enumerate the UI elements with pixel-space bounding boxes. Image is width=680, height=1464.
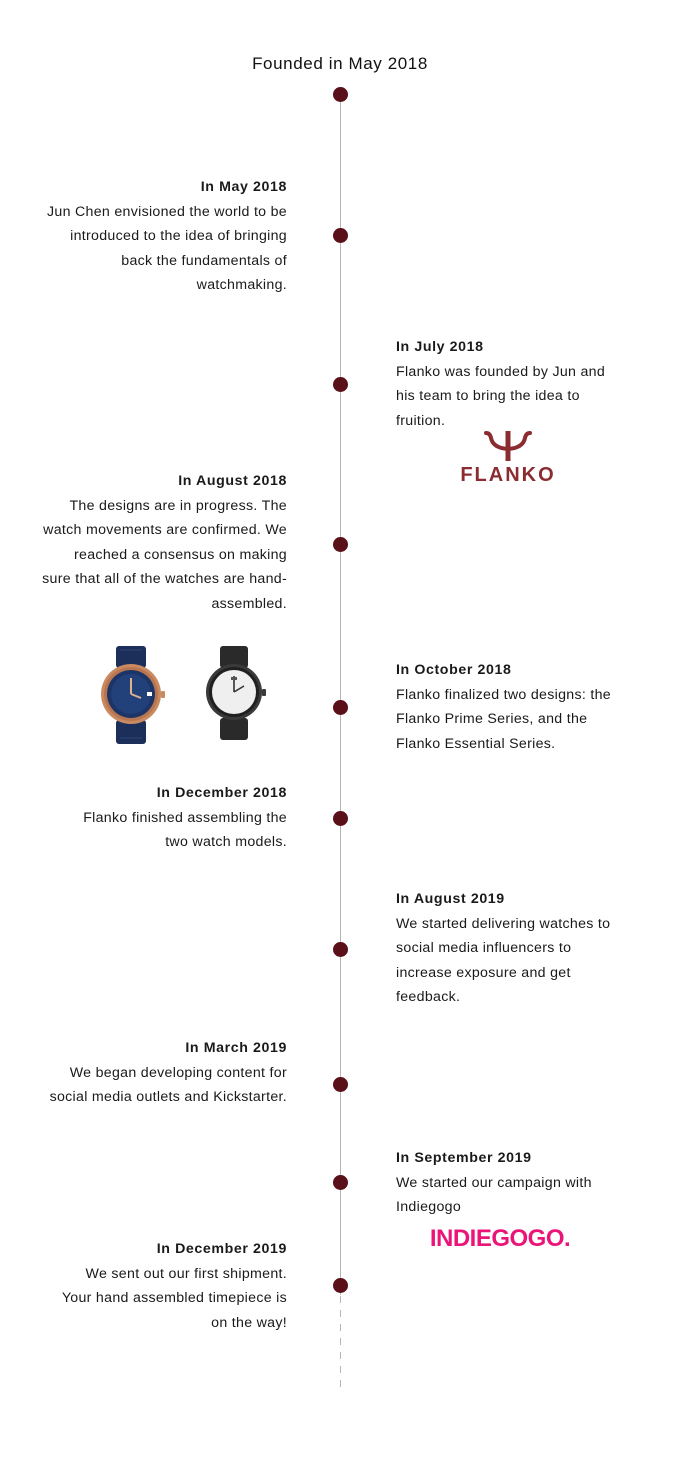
entry-date: In December 2018 [156, 785, 287, 801]
timeline-entry [42, 1237, 287, 1335]
entry-text: The designs are in progress. The watch movements are confirmed. We reached a consensus on making sure that all of the watches are hand-assembled. [42, 497, 287, 612]
entry-date: In August 2019 [396, 891, 505, 907]
entry-text: Flanko was founded by Jun and his team to bring the idea to fruition. [396, 363, 606, 429]
entry-text: Flanko finalized two designs: the Flanko Prime Series, and the Flanko Essential Series. [396, 686, 611, 752]
entry-date: In August 2018 [178, 473, 287, 489]
timeline-dot [333, 377, 348, 392]
timeline-dot [333, 228, 348, 243]
timeline-dot [333, 942, 348, 957]
timeline-dot [333, 1278, 348, 1293]
entry-date: In March 2019 [185, 1040, 287, 1056]
entry-text: Flanko finished assembling the two watch models. [83, 809, 287, 850]
prime-watch-image [100, 646, 166, 744]
timeline-entry [396, 887, 641, 1010]
timeline-dot [333, 87, 348, 102]
entry-text: We sent out our first shipment. Your hand assembled timepiece is on the way! [61, 1265, 287, 1331]
entry-text: Jun Chen envisioned the world to be introduced to the idea of bringing back the fundamentals of watchmaking. [46, 203, 287, 293]
entry-date: In July 2018 [396, 339, 484, 355]
timeline-entry [42, 781, 287, 855]
essential-watch-image [202, 646, 268, 740]
timeline-entry [42, 469, 287, 616]
timeline-dot [333, 1077, 348, 1092]
timeline-entry [396, 335, 641, 433]
entry-text: We started delivering watches to social media influencers to increase exposure and get feedback. [396, 915, 611, 1005]
timeline-dot [333, 811, 348, 826]
flanko-logo: FLANKO [440, 430, 576, 492]
timeline-entry [42, 1036, 287, 1110]
page-title: Founded in May 2018 [252, 54, 428, 73]
timeline-entry [42, 175, 287, 298]
timeline-entry [396, 658, 641, 756]
timeline-dot [333, 1175, 348, 1190]
indiegogo-logo: INDIEGOGO. [429, 1225, 571, 1252]
timeline-line-dashed [340, 1296, 341, 1388]
psi-icon [482, 430, 534, 462]
timeline-entry [396, 1146, 641, 1220]
timeline-line [340, 95, 341, 1295]
entry-text: We began developing content for social media outlets and Kickstarter. [49, 1064, 287, 1105]
entry-date: In December 2019 [156, 1241, 287, 1257]
entry-date: In May 2018 [200, 179, 287, 195]
entry-text: We started our campaign with Indiegogo [396, 1174, 592, 1215]
entry-date: In October 2018 [396, 662, 512, 678]
timeline-dot [333, 700, 348, 715]
timeline-dot [333, 537, 348, 552]
entry-date: In September 2019 [396, 1150, 532, 1166]
